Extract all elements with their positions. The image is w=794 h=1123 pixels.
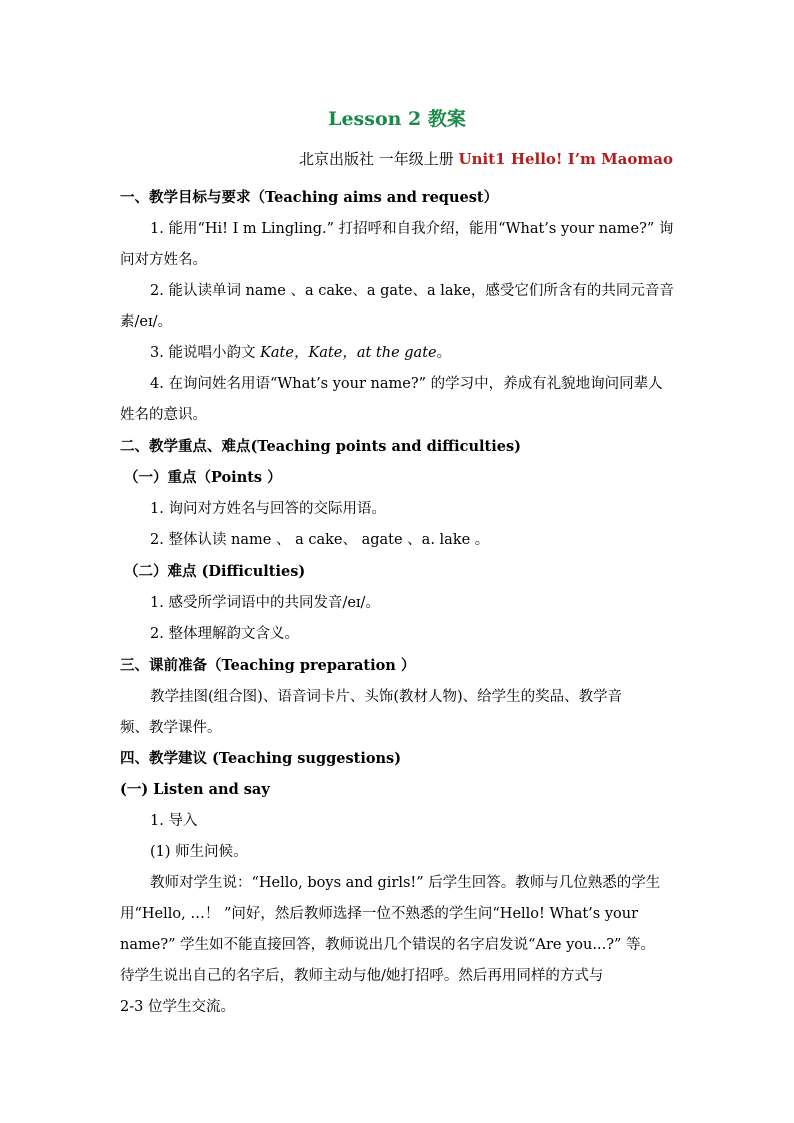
aim-1-line-2: 问对方姓名。 [120,252,207,268]
section-3-heading: 三、课前准备（Teaching preparation ） [120,657,416,674]
aim-1-line-1: 1. 能用“Hi! I m Lingling.” 打招呼和自我介绍，能用“What’s your name?” 询 [150,221,674,237]
section-4-heading: 四、教学建议 (Teaching suggestions) [120,750,402,767]
preparation-line-1: 教学挂图(组合图)、语音词卡片、头饰(教材人物)、给学生的奖品、教学音 [150,689,623,705]
chant-title: Kate，Kate，at the gate [260,345,437,361]
difficulties-heading: （二）难点 (Difficulties) [124,563,306,580]
difficulty-2: 2. 整体理解韵文含义。 [150,626,299,642]
document-title: Lesson 2 教案 [328,108,466,130]
step-1-intro: 1. 导入 [150,813,198,829]
aim-4-line-1: 4. 在询问姓名用语“What’s your name?” 的学习中，养成有礼貌地询问同辈人 [150,376,663,392]
aim-2-line-2: 素/eɪ/。 [120,314,172,330]
difficulty-1: 1. 感受所学词语中的共同发音/eɪ/。 [150,595,380,611]
greeting-para-line-4: 待学生说出自己的名字后，教师主动与他/她打招呼。然后再用同样的方式与 [120,968,604,984]
points-heading: （一）重点（Points ） [124,469,282,486]
point-1: 1. 询问对方姓名与回答的交际用语。 [150,501,386,517]
textbook-info-line [299,148,673,169]
aim-3-line [150,341,676,362]
unit-title: Unit1 Hello! I’m Maomao [458,150,673,168]
greeting-para-line-5: 2-3 位学生交流。 [120,999,235,1015]
section-1-heading: 一、教学目标与要求（Teaching aims and request） [120,189,499,206]
greeting-para-line-1: 教师对学生说：“Hello, boys and girls!” 后学生回答。教师与几位熟悉的学生 [150,875,661,891]
preparation-line-2: 频、教学课件。 [120,720,222,736]
aim-4-line-2: 姓名的意识。 [120,407,207,423]
aim-3-end: 。 [436,345,452,361]
aim-2-line-1: 2. 能认读单词 name 、a cake、a gate、a lake，感受它们所含有的共同元音音 [150,283,674,299]
greeting-para-line-3: name?” 学生如不能直接回答，教师说出几个错误的名字启发说“Are you...?” 等。 [120,937,655,953]
listen-and-say-heading: (一) Listen and say [120,781,270,798]
section-2-heading: 二、教学重点、难点(Teaching points and difficulties) [120,438,522,455]
greeting-para-line-2: 用“Hello, …！ ”问好，然后教师选择一位不熟悉的学生问“Hello! What’s your [120,906,639,922]
aim-3-text: 3. 能说唱小韵文 [150,345,261,361]
point-2: 2. 整体认读 name 、 a cake、 agate 、a. lake 。 [150,532,490,548]
step-1-1-greeting: (1) 师生问候。 [150,844,248,860]
publisher-grade-text: 北京出版社 一年级上册 [299,150,459,168]
